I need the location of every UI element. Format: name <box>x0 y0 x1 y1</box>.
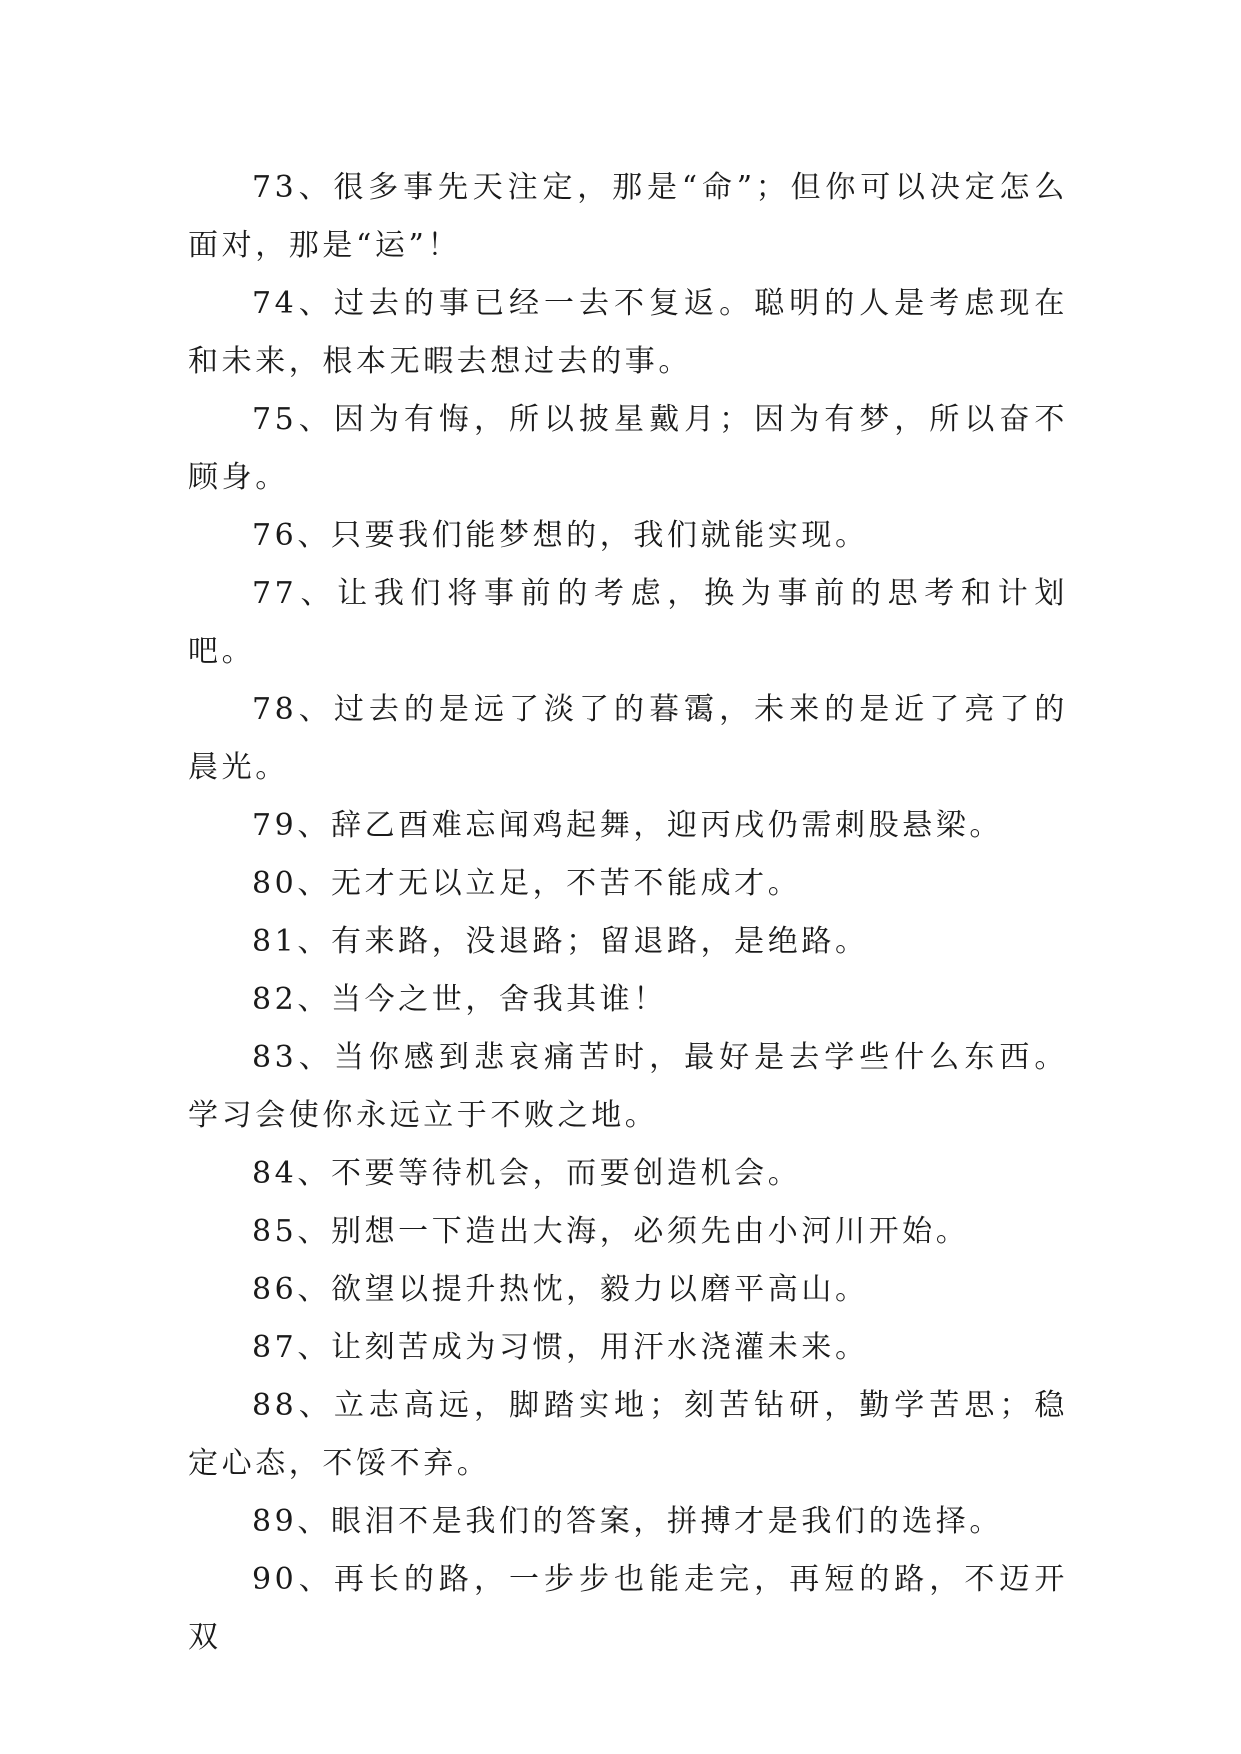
document-body <box>188 159 1068 1667</box>
paragraph-90: 90、再长的路，一步步也能走完，再短的路，不迈开双 <box>188 1562 1068 1655</box>
paragraph-77: 77、让我们将事前的考虑，换为事前的思考和计划吧。 <box>188 576 1068 669</box>
paragraph-87: 87、让刻苦成为习惯，用汗水浇灌未来。 <box>252 1330 869 1365</box>
paragraph-74: 74、过去的事已经一去不复返。聪明的人是考虑现在和未来，根本无暇去想过去的事。 <box>188 286 1068 379</box>
paragraph-76: 76、只要我们能梦想的，我们就能实现。 <box>252 518 869 553</box>
paragraph-80: 80、无才无以立足，不苦不能成才。 <box>252 866 802 901</box>
paragraph-86: 86、欲望以提升热忱，毅力以磨平高山。 <box>252 1272 869 1307</box>
paragraph-83: 83、当你感到悲哀痛苦时，最好是去学些什么东西。学习会使你永远立于不败之地。 <box>188 1040 1068 1133</box>
paragraph-82: 82、当今之世，舍我其谁！ <box>252 982 667 1017</box>
paragraph-75: 75、因为有悔，所以披星戴月；因为有梦，所以奋不顾身。 <box>188 402 1068 495</box>
paragraph-84: 84、不要等待机会，而要创造机会。 <box>252 1156 802 1191</box>
paragraph-89: 89、眼泪不是我们的答案，拼搏才是我们的选择。 <box>252 1504 1003 1539</box>
paragraph-88: 88、立志高远，脚踏实地；刻苦钻研，勤学苦思；稳定心态，不馁不弃。 <box>188 1388 1068 1481</box>
paragraph-85: 85、别想一下造出大海，必须先由小河川开始。 <box>252 1214 970 1249</box>
paragraph-79: 79、辞乙酉难忘闻鸡起舞，迎丙戌仍需刺股悬梁。 <box>252 808 1003 843</box>
paragraph-81: 81、有来路，没退路；留退路，是绝路。 <box>252 924 869 959</box>
paragraph-78: 78、过去的是远了淡了的暮霭，未来的是近了亮了的晨光。 <box>188 692 1068 785</box>
paragraph-73: 73、很多事先天注定，那是“命”；但你可以决定怎么面对，那是“运”！ <box>188 170 1068 263</box>
